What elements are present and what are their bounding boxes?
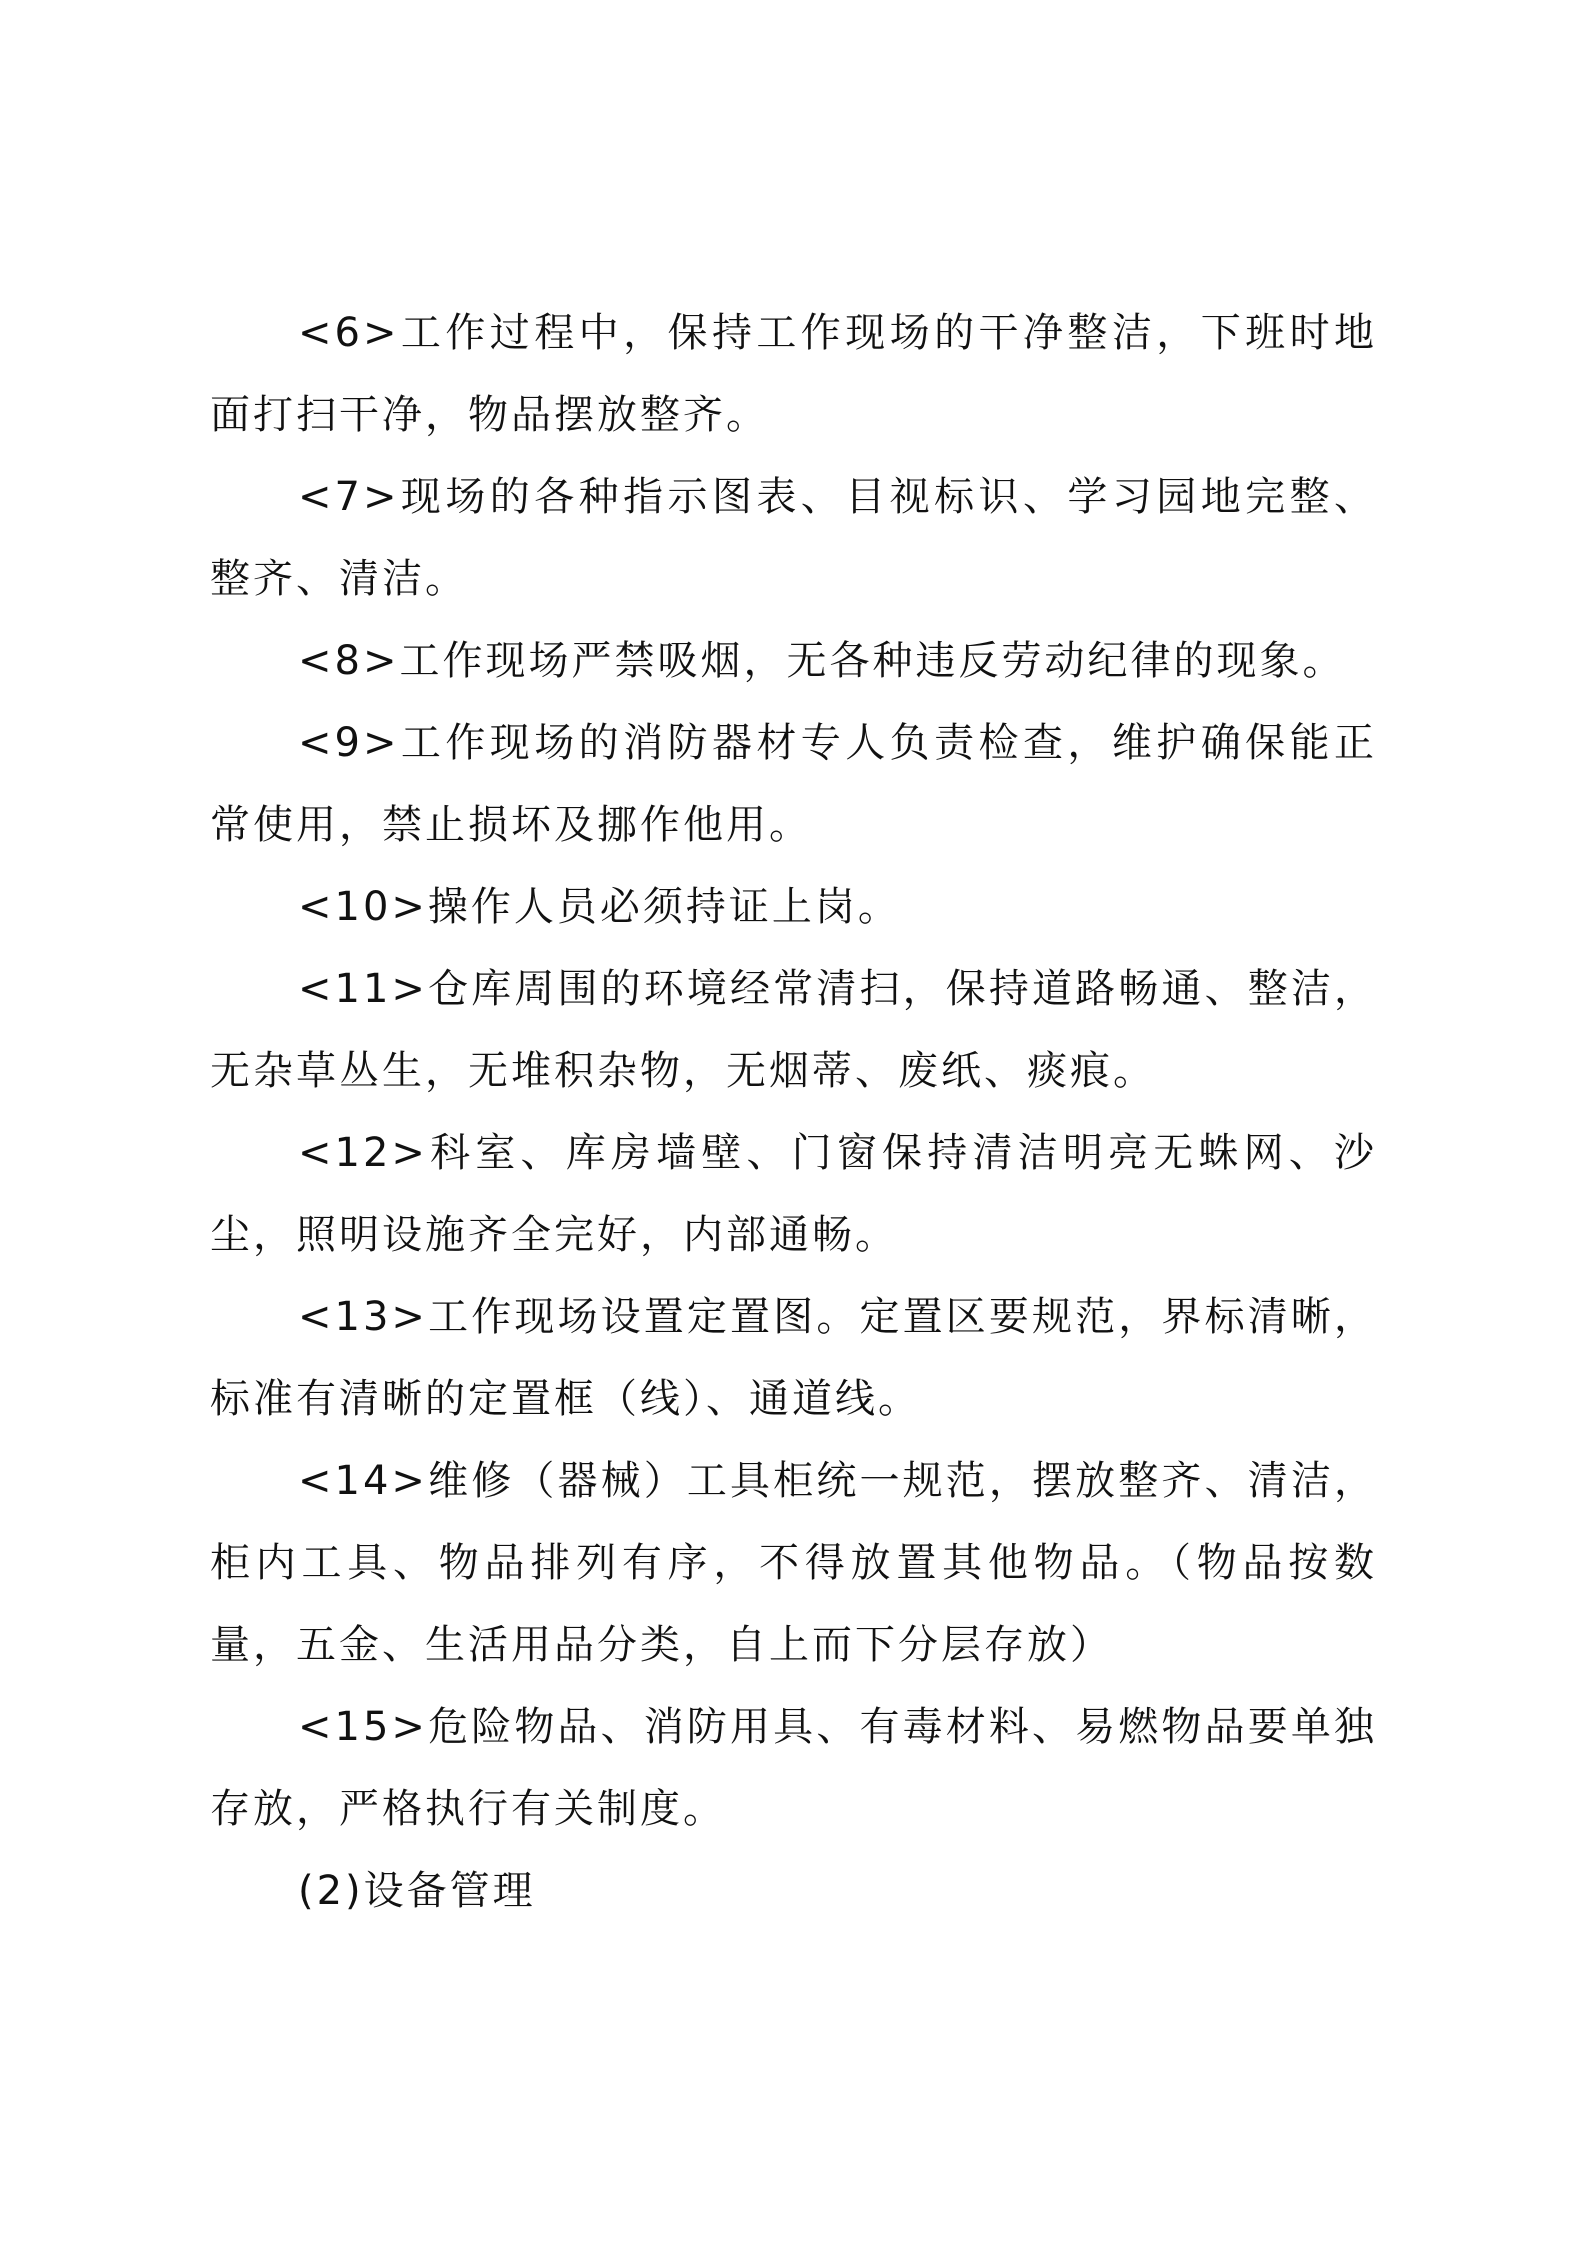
- paragraph-item-11: <11>仓库周围的环境经常清扫，保持道路畅通、整洁，无杂草丛生，无堆积杂物，无烟蒂、废纸、痰痕。: [210, 966, 1377, 1094]
- paragraph-item-14: <14>维修（器械）工具柜统一规范，摆放整齐、清洁，柜内工具、物品排列有序，不得放置其他物品。（物品按数量，五金、生活用品分类，自上而下分层存放）: [210, 1458, 1377, 1668]
- paragraph-item-13: <13>工作现场设置定置图。定置区要规范，界标清晰，标准有清晰的定置框（线）、通道线。: [210, 1294, 1377, 1422]
- paragraph-item-7: <7>现场的各种指示图表、目视标识、学习园地完整、整齐、清洁。: [210, 474, 1377, 602]
- paragraph-item-12: <12>科室、库房墙壁、门窗保持清洁明亮无蛛网、沙尘，照明设施齐全完好，内部通畅。: [210, 1130, 1377, 1258]
- paragraph-item-15: <15>危险物品、消防用具、有毒材料、易燃物品要单独存放，严格执行有关制度。: [210, 1704, 1377, 1832]
- document-body: [210, 292, 1377, 1932]
- paragraph-item-8: <8>工作现场严禁吸烟，无各种违反劳动纪律的现象。: [298, 638, 1346, 684]
- paragraph-item-6: <6>工作过程中，保持工作现场的干净整洁，下班时地面打扫干净，物品摆放整齐。: [210, 310, 1377, 438]
- paragraph-item-10: <10>操作人员必须持证上岗。: [298, 884, 901, 930]
- section-heading-equipment-management: (2)设备管理: [298, 1868, 536, 1914]
- paragraph-item-9: <9>工作现场的消防器材专人负责检查，维护确保能正常使用，禁止损坏及挪作他用。: [210, 720, 1377, 848]
